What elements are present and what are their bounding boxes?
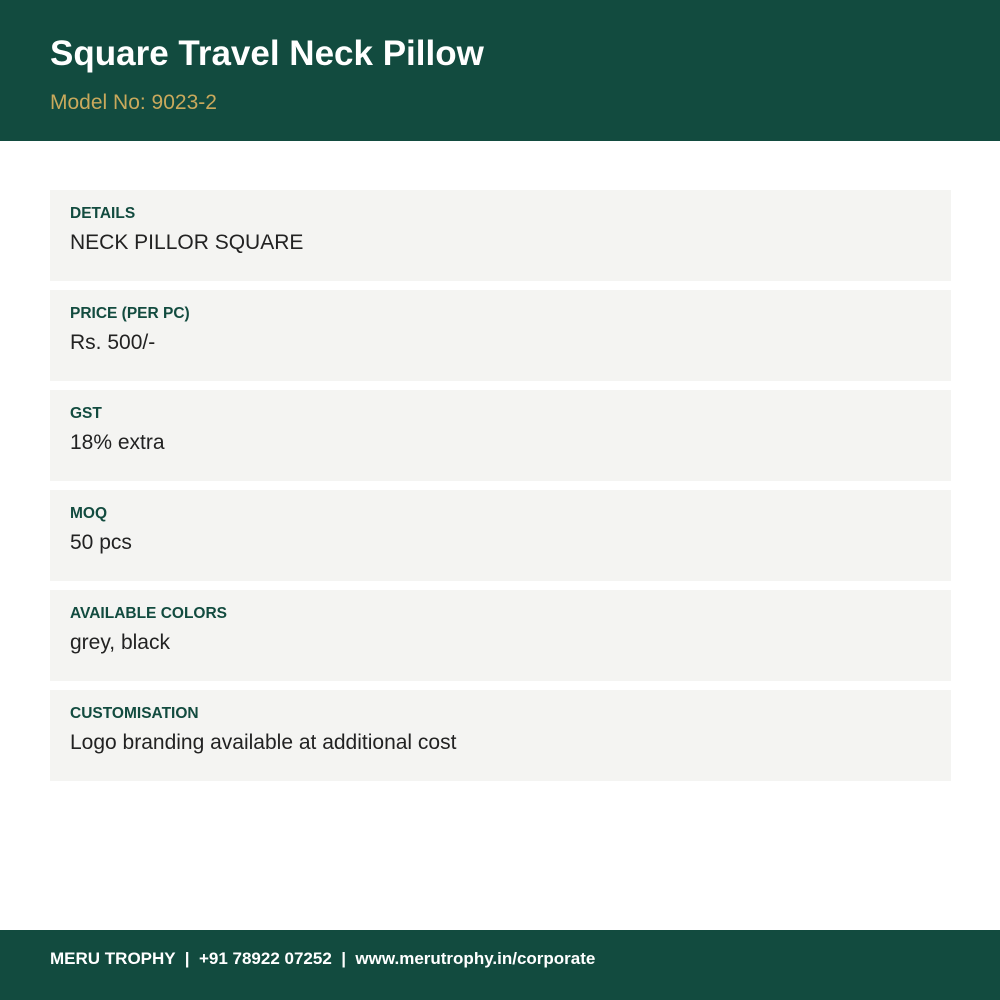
customisation-card (50, 690, 951, 781)
price-value: Rs. 500/- (70, 331, 156, 354)
moq-value: 50 pcs (70, 531, 132, 554)
colors-value: grey, black (70, 631, 170, 654)
gst-value: 18% extra (70, 431, 165, 454)
gst-label: GST (70, 405, 102, 422)
price-label: PRICE (PER PC) (70, 305, 190, 322)
page-title: Square Travel Neck Pillow (50, 34, 484, 73)
details-label: DETAILS (70, 205, 136, 222)
price-card (50, 290, 951, 381)
gst-card (50, 390, 951, 481)
moq-label: MOQ (70, 505, 108, 522)
page-footer (0, 930, 1000, 1000)
model-number: Model No: 9023-2 (50, 91, 217, 114)
details-value: NECK PILLOR SQUARE (70, 231, 304, 254)
page-header (0, 0, 1000, 141)
customisation-value: Logo branding available at additional cost (70, 731, 457, 754)
customisation-label: CUSTOMISATION (70, 705, 199, 722)
colors-label: AVAILABLE COLORS (70, 605, 228, 622)
colors-card (50, 590, 951, 681)
details-card (50, 190, 951, 281)
moq-card (50, 490, 951, 581)
footer-contact: MERU TROPHY | +91 78922 07252 | www.merutrophy.in/corporate (50, 949, 596, 968)
